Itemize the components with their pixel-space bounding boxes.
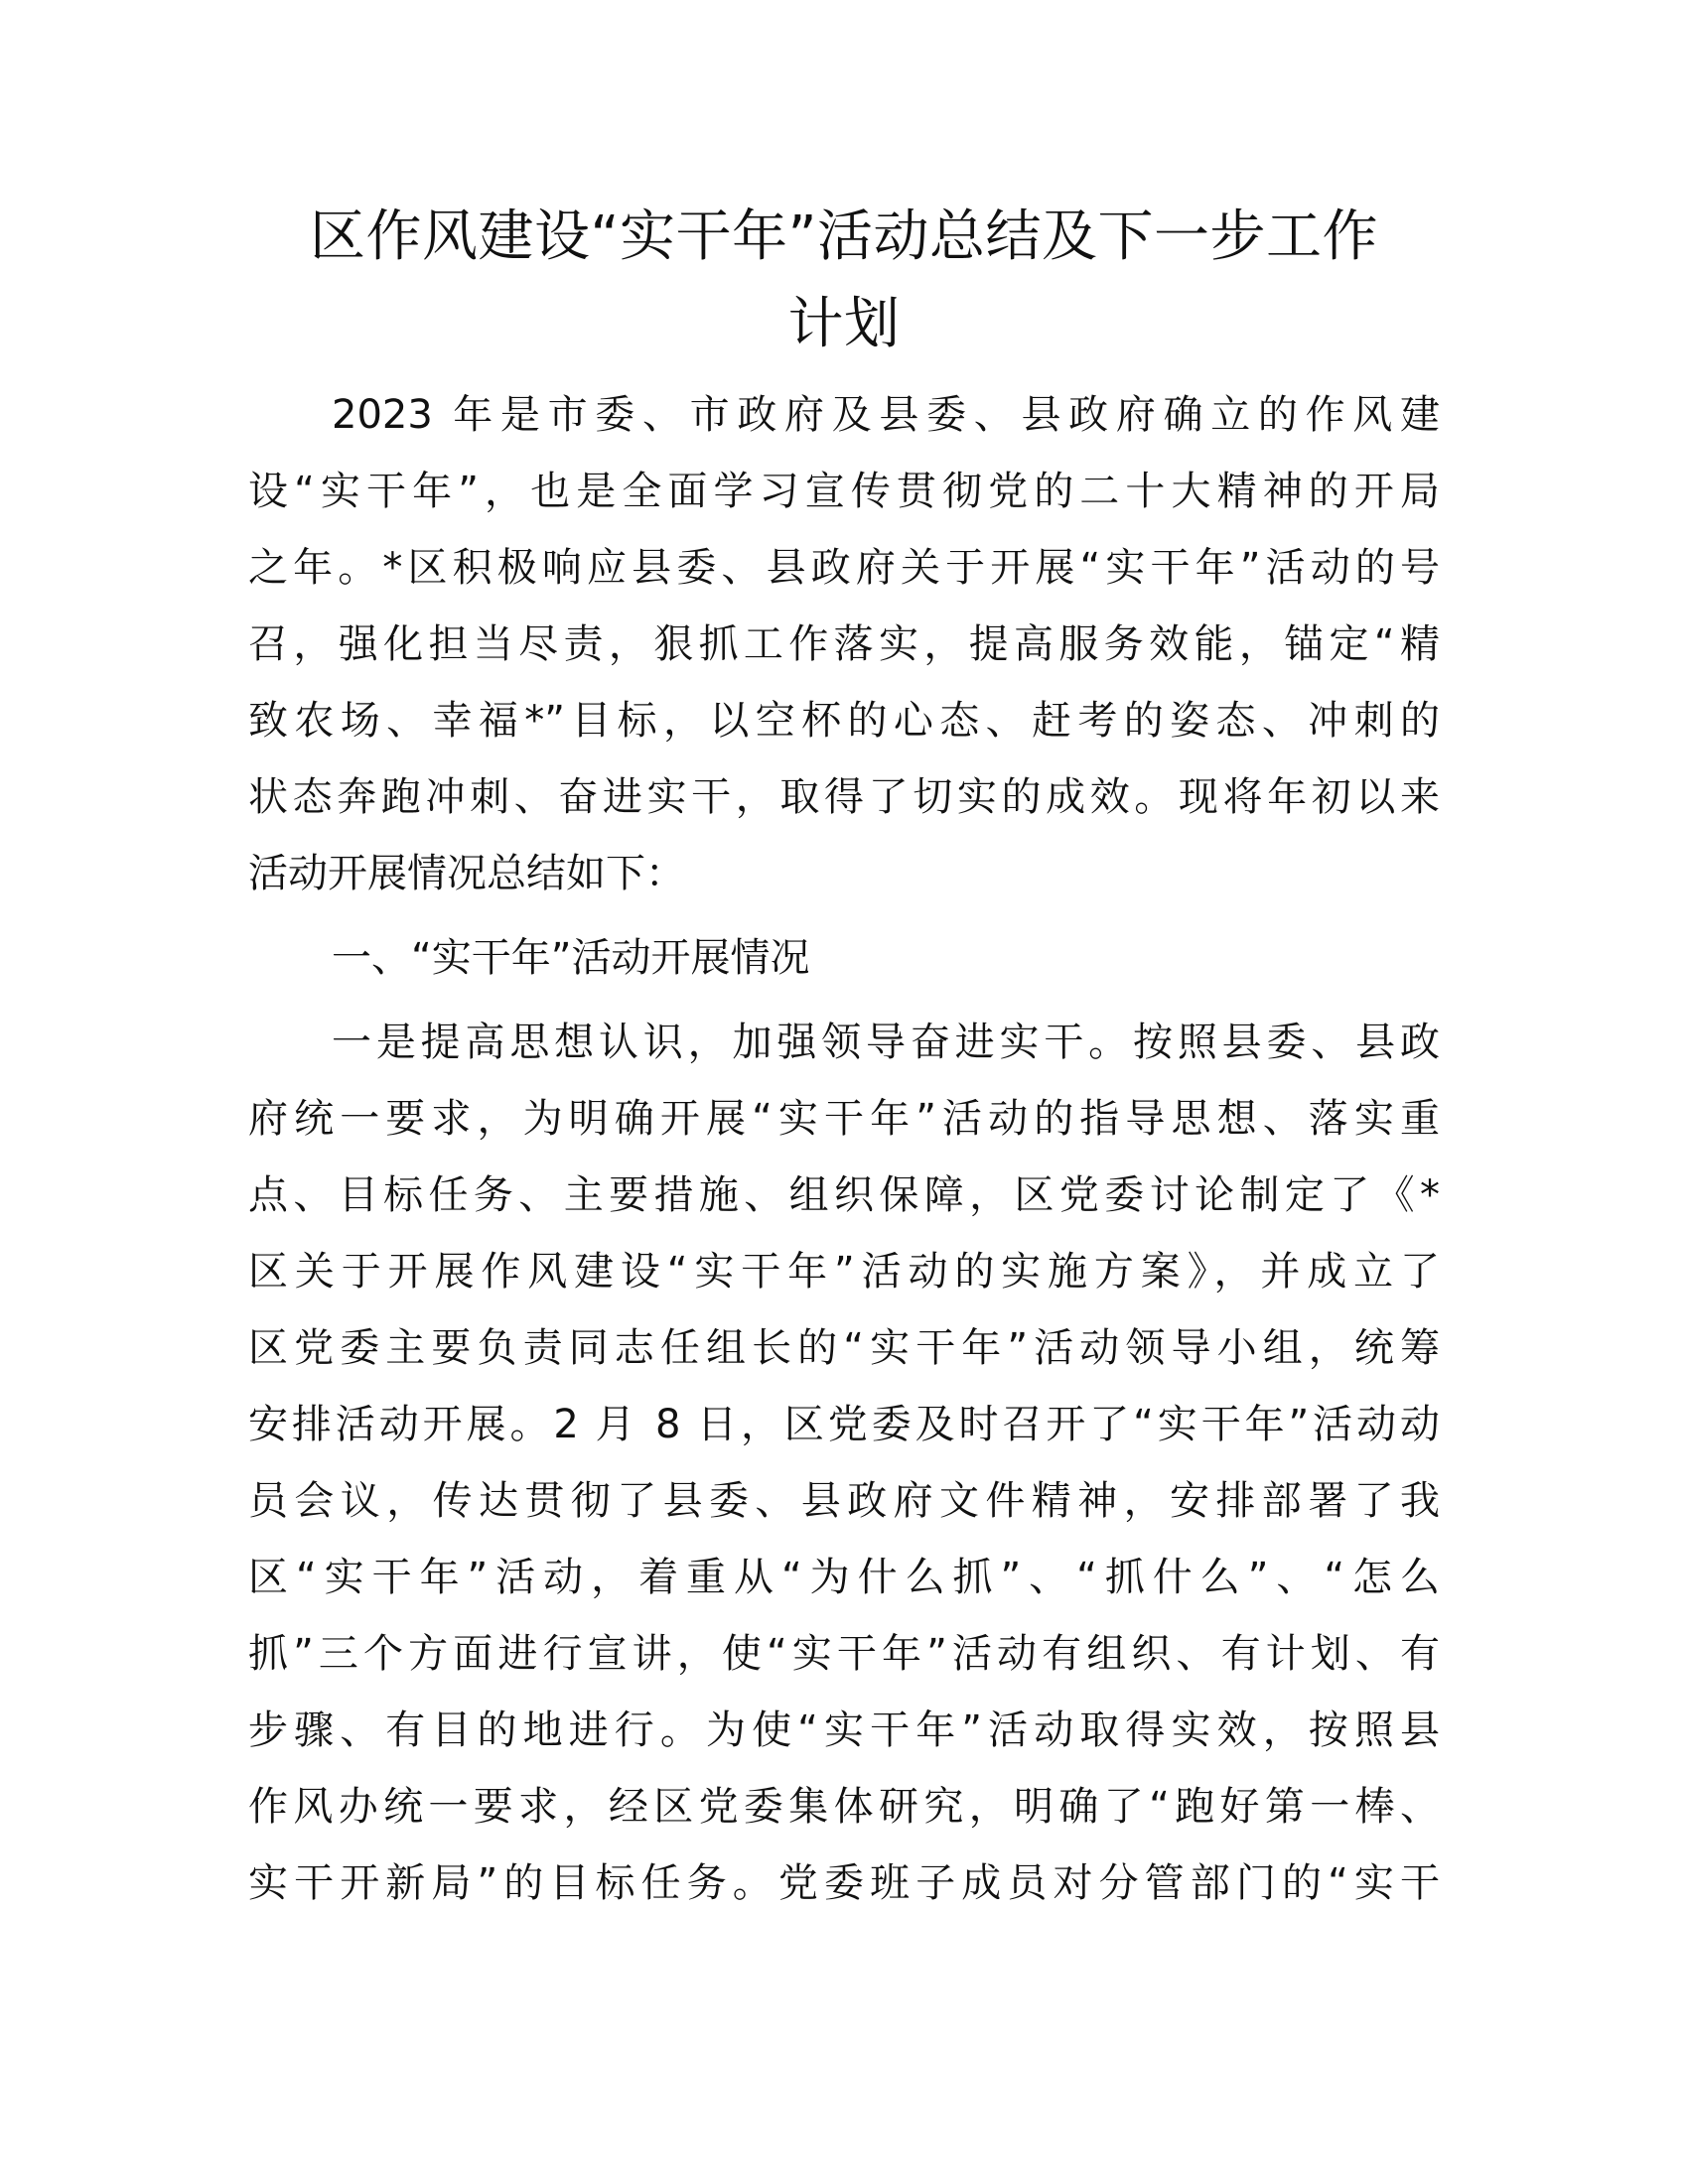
paragraph-line: 召，强化担当尽责，狠抓工作落实，提高服务效能，锚定“精 — [248, 621, 1440, 667]
paragraph-line: 步骤、有目的地进行。为使“实干年”活动取得实效，按照县 — [248, 1707, 1440, 1753]
intro-paragraph — [248, 377, 1440, 912]
section-heading: 一、“实干年”活动开展情况 — [332, 935, 810, 981]
paragraph-line: 区党委主要负责同志任组长的“实干年”活动领导小组，统筹 — [248, 1325, 1440, 1371]
paragraph-line: 员会议，传达贯彻了县委、县政府文件精神，安排部署了我 — [248, 1478, 1440, 1524]
paragraph-line: 实干开新局”的目标任务。党委班子成员对分管部门的“实干 — [248, 1860, 1440, 1906]
paragraph-line: 府统一要求，为明确开展“实干年”活动的指导思想、落实重 — [248, 1096, 1440, 1142]
title-line-1: 区作风建设“实干年”活动总结及下一步工作 — [309, 205, 1379, 269]
paragraph-line: 抓”三个方面进行宣讲，使“实干年”活动有组织、有计划、有 — [248, 1631, 1440, 1677]
paragraph-line: 状态奔跑冲刺、奋进实干，取得了切实的成效。现将年初以来 — [248, 774, 1440, 820]
document-body — [248, 377, 1440, 1922]
paragraph-line: 一是提高思想认识，加强领导奋进实干。按照县委、县政 — [332, 1020, 1440, 1065]
paragraph-line: 点、目标任务、主要措施、组织保障，区党委讨论制定了《* — [248, 1172, 1440, 1218]
paragraph-line: 安排活动开展。2 月 8 日，区党委及时召开了“实干年”活动动 — [248, 1402, 1440, 1447]
paragraph-line: 活动开展情况总结如下： — [248, 851, 685, 896]
paragraph-line: 致农场、幸福*”目标，以空杯的心态、赶考的姿态、冲刺的 — [248, 698, 1440, 744]
section-paragraph — [248, 1005, 1440, 1922]
title-line-2: 计划 — [787, 292, 901, 356]
paragraph-line: 作风办统一要求，经区党委集体研究，明确了“跑好第一棒、 — [248, 1784, 1440, 1830]
document-title — [199, 194, 1489, 368]
paragraph-line: 区关于开展作风建设“实干年”活动的实施方案》，并成立了 — [248, 1249, 1440, 1295]
paragraph-line: 区“实干年”活动，着重从“为什么抓”、“抓什么”、“怎么 — [248, 1555, 1440, 1600]
paragraph-line: 设“实干年”，也是全面学习宣传贯彻党的二十大精神的开局 — [248, 469, 1440, 514]
paragraph-line: 2023 年是市委、市政府及县委、县政府确立的作风建 — [332, 392, 1440, 438]
paragraph-line: 之年。*区积极响应县委、县政府关于开展“实干年”活动的号 — [248, 545, 1440, 591]
